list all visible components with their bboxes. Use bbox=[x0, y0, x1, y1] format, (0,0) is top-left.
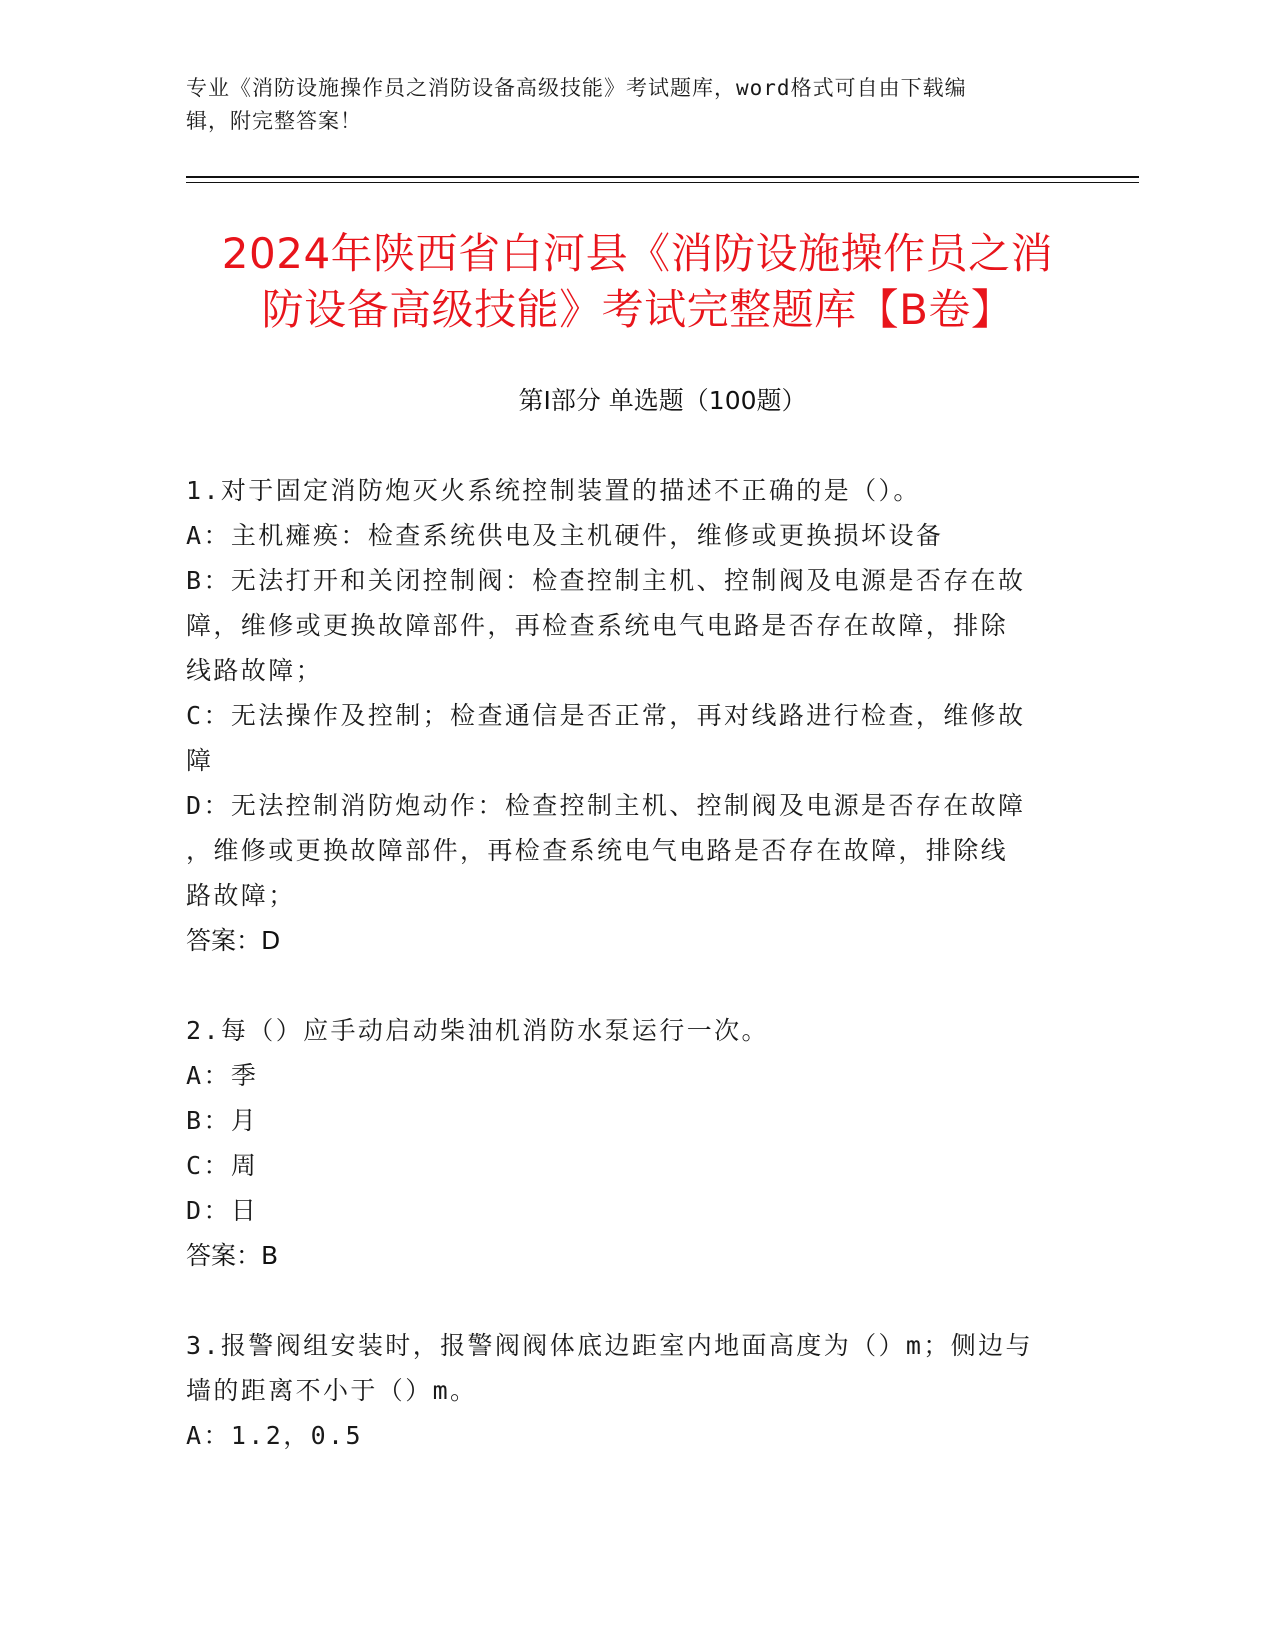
question-item bbox=[186, 468, 1066, 963]
question-list bbox=[186, 468, 1066, 1503]
question-answer: 答案：B bbox=[186, 1241, 279, 1270]
header-note-line-1: 专业《消防设施操作员之消防设备高级技能》考试题库，word格式可自由下载编 bbox=[186, 76, 967, 100]
document-title bbox=[150, 226, 1125, 338]
question-text-line: 障 bbox=[186, 746, 214, 775]
question-text-line: B：无法打开和关闭控制阀：检查控制主机、控制阀及电源是否存在故 bbox=[186, 566, 1026, 595]
question-text-line: A：主机瘫痪：检查系统供电及主机硬件，维修或更换损坏设备 bbox=[186, 521, 944, 550]
question-item bbox=[186, 1323, 1066, 1458]
question-text-line: 障，维修或更换故障部件，再检查系统电气电路是否存在故障，排除 bbox=[186, 611, 1009, 640]
question-text-line: ，维修或更换故障部件，再检查系统电气电路是否存在故障，排除线 bbox=[186, 836, 1009, 865]
question-text-line: C：周 bbox=[186, 1151, 259, 1180]
question-text-line: 线路故障； bbox=[186, 656, 324, 685]
question-text-line: C：无法操作及控制；检查通信是否正常，再对线路进行检查，维修故 bbox=[186, 701, 1026, 730]
question-stem-line: 1.对于固定消防炮灭火系统控制装置的描述不正确的是（）。 bbox=[186, 476, 921, 505]
header-divider-thin bbox=[186, 182, 1139, 183]
header-note-line-2: 辑，附完整答案！ bbox=[186, 109, 362, 133]
header-divider-thick bbox=[186, 176, 1139, 178]
question-text-line: 墙的距离不小于（）m。 bbox=[186, 1376, 478, 1405]
section-title: 第Ⅰ部分 单选题（100题） bbox=[518, 386, 807, 415]
question-stem-line: 3.报警阀组安装时，报警阀阀体底边距室内地面高度为（）m；侧边与 bbox=[186, 1331, 1033, 1360]
document-title-line-1: 2024年陕西省白河县《消防设施操作员之消 bbox=[221, 229, 1054, 278]
question-item bbox=[186, 1008, 1066, 1278]
question-stem-line: 2.每（）应手动启动柴油机消防水泵运行一次。 bbox=[186, 1016, 769, 1045]
document-title-line-2: 防设备高级技能》考试完整题库【B卷】 bbox=[261, 285, 1014, 334]
question-text-line: D：日 bbox=[186, 1196, 259, 1225]
question-text-line: B：月 bbox=[186, 1106, 259, 1135]
question-answer: 答案：D bbox=[186, 926, 281, 955]
question-text-line: A：季 bbox=[186, 1061, 259, 1090]
question-text-line: 路故障； bbox=[186, 881, 296, 910]
header-note bbox=[186, 72, 1066, 138]
question-text-line: A：1.2，0.5 bbox=[186, 1421, 363, 1450]
question-text-line: D：无法控制消防炮动作：检查控制主机、控制阀及电源是否存在故障 bbox=[186, 791, 1026, 820]
